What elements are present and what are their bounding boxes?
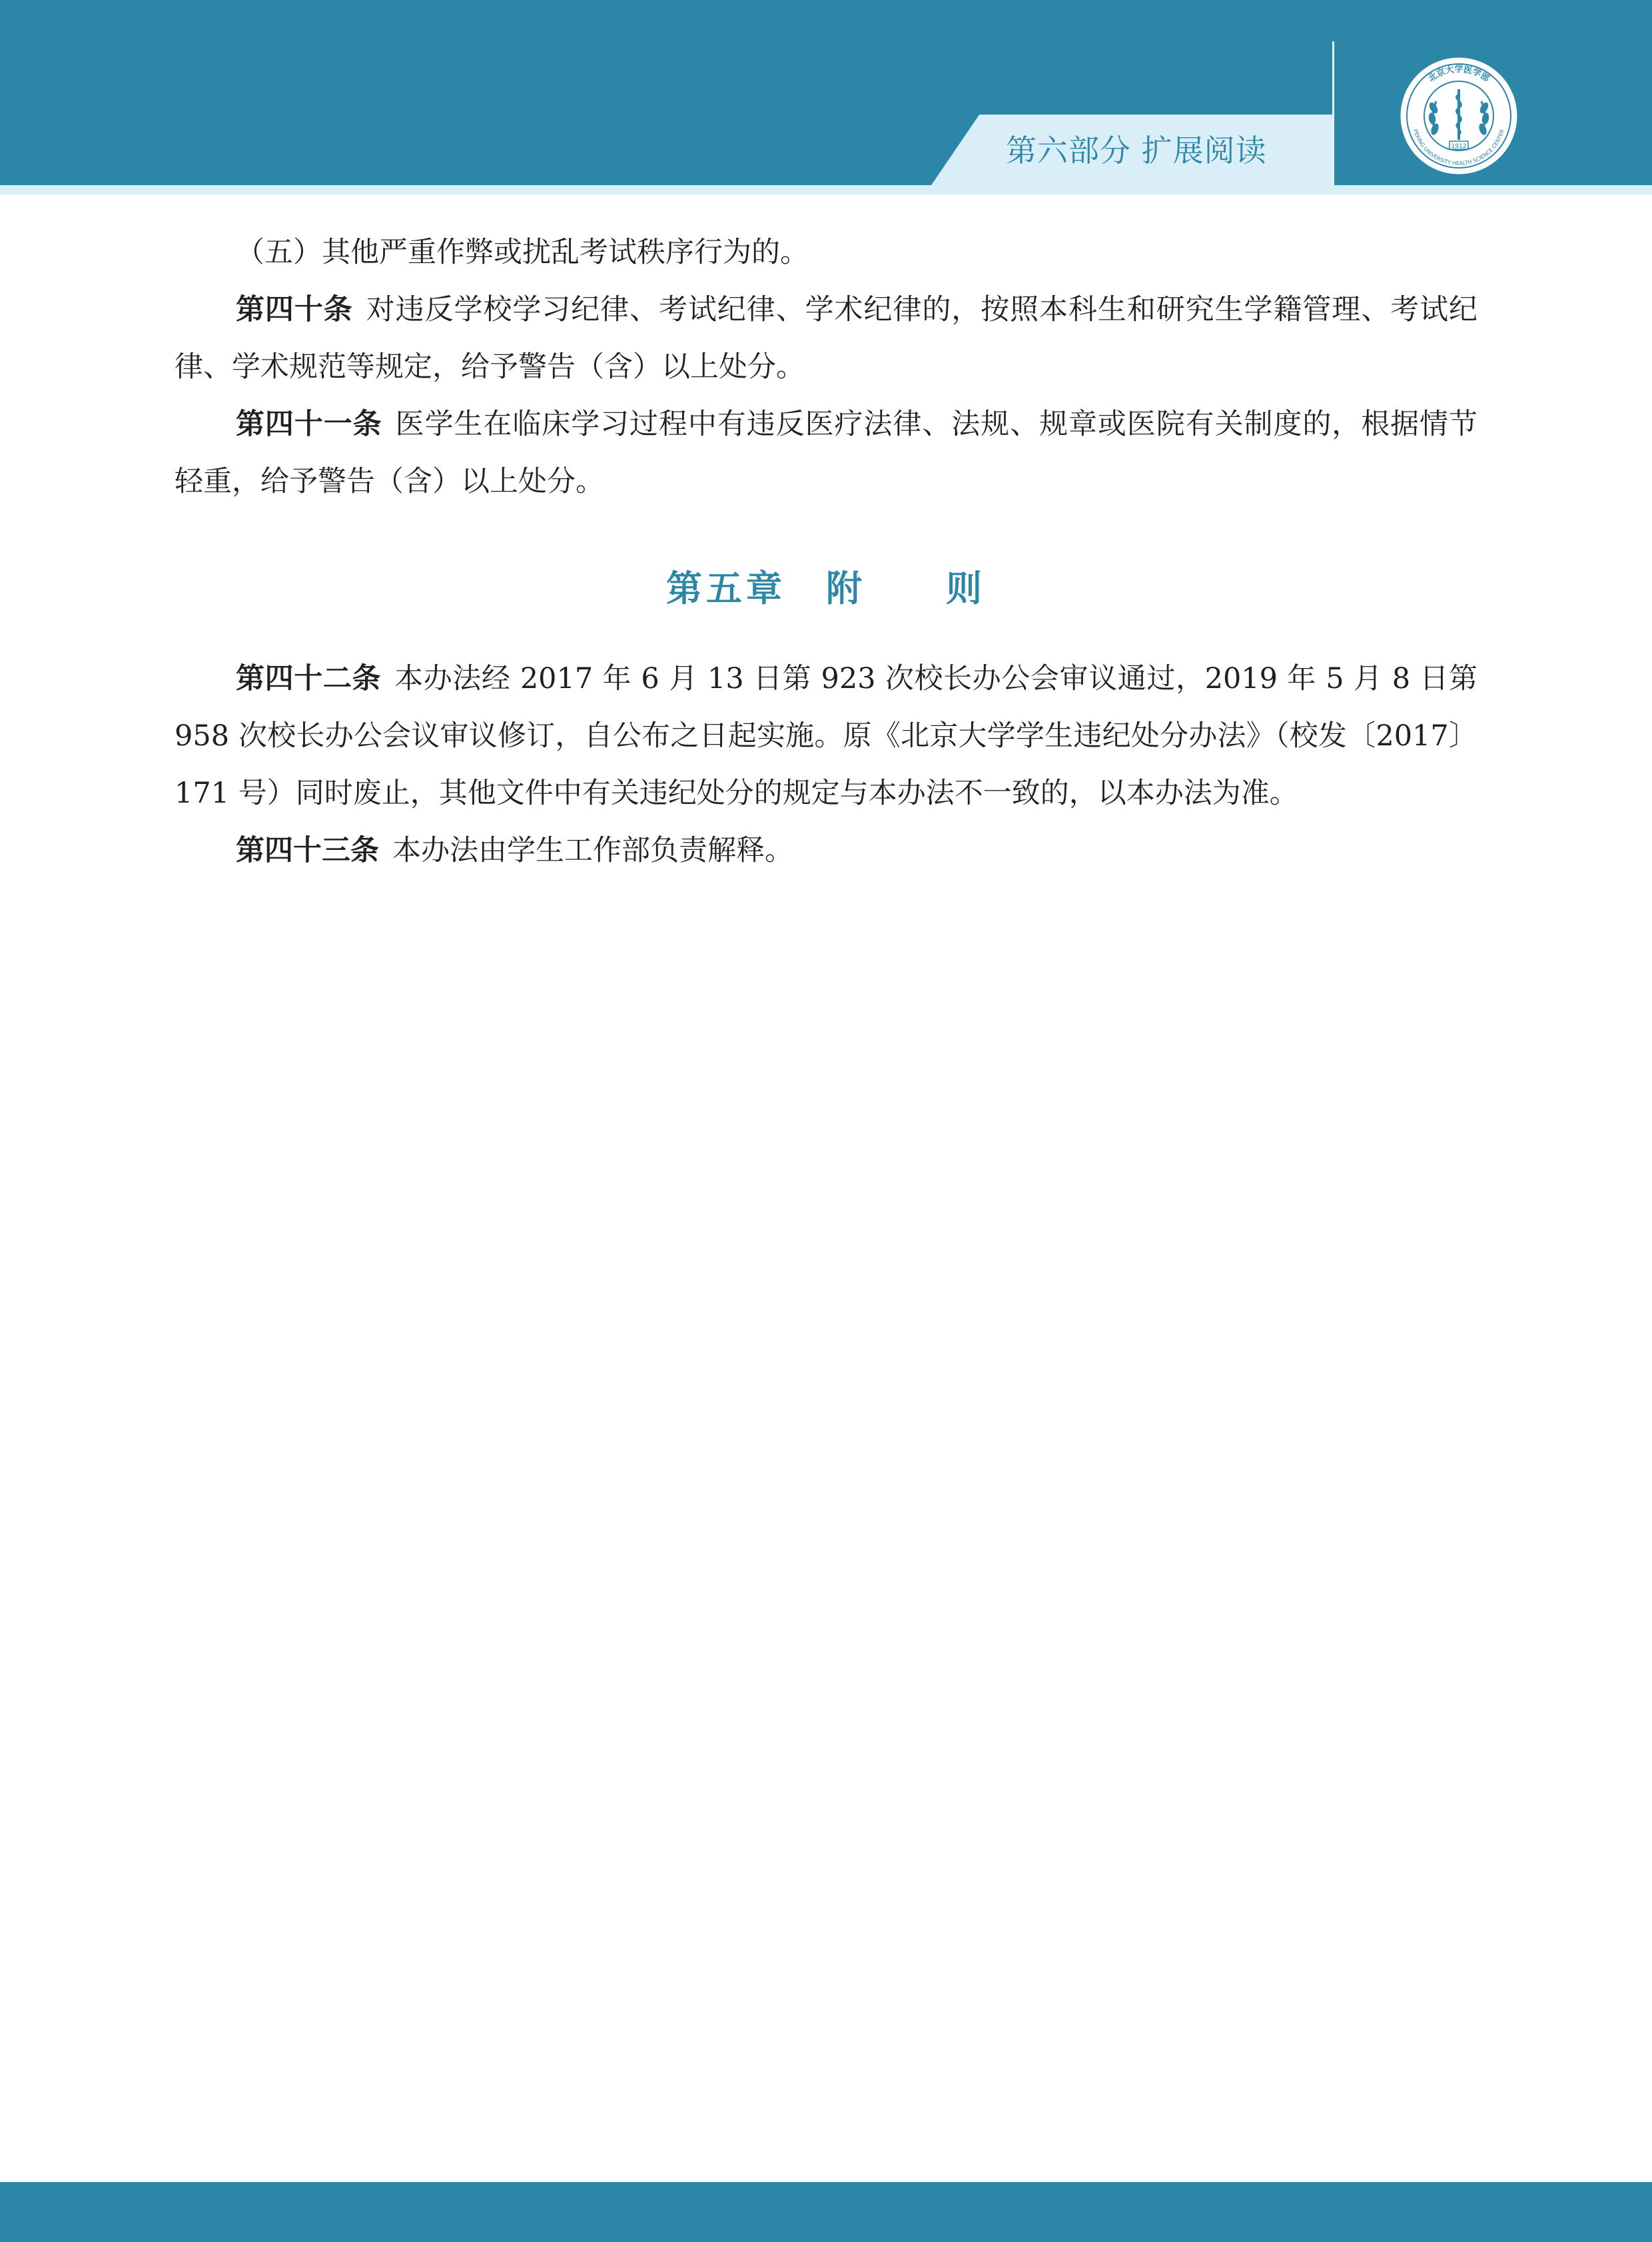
- seal-ring-text: PEKING UNIVERSITY HEALTH SCIENCE CENTER: [1412, 129, 1505, 167]
- chapter-title: 第五章 附 则: [666, 567, 986, 609]
- article-label: 第四十一条: [236, 408, 382, 441]
- footer-band: [0, 2182, 1652, 2242]
- article-label: 第四十条: [236, 293, 353, 326]
- seal-top-text: 北京大学医学部: [1426, 65, 1491, 85]
- university-seal-icon: [1398, 55, 1520, 177]
- header-divider: [1332, 41, 1334, 185]
- article-text: 本办法由学生工作部负责解释。: [392, 834, 793, 867]
- article-paragraph: [175, 224, 1477, 281]
- article-paragraph: [175, 650, 1477, 822]
- seal-year: 1912: [1451, 143, 1467, 150]
- article-text: 本办法经 2017 年 6 月 13 日第 923 次校长办公会审议通过，2019 年 5 月 8 日第 958 次校长办公会议审议修订，自公布之日起实施。原《北京大学学生违纪处分办法》（校发〔2017〕171 号）同时废止，其他文件中有关违纪处分的规定与本办法不一致的，以本办法为准。: [175, 662, 1478, 810]
- section-title: 第六部分 扩展阅读: [1006, 133, 1267, 169]
- articles-before-chapter: [175, 224, 1477, 510]
- article-text: 医学生在临床学习过程中有违反医疗法律、法规、规章或医院有关制度的，根据情节轻重，给予警告（含）以上处分。: [175, 408, 1478, 498]
- articles-after-chapter: [175, 650, 1477, 879]
- header-underline: [0, 185, 1652, 194]
- article-text: （五）其他严重作弊或扰乱考试秩序行为的。: [236, 236, 809, 269]
- article-paragraph: [175, 822, 1477, 879]
- article-paragraph: [175, 396, 1477, 510]
- article-label: 第四十二条: [236, 662, 382, 695]
- article-text: 对违反学校学习纪律、考试纪律、学术纪律的，按照本科生和研究生学籍管理、考试纪律、学术规范等规定，给予警告（含）以上处分。: [175, 293, 1478, 384]
- document-body: [175, 224, 1477, 879]
- article-paragraph: [175, 281, 1477, 396]
- article-label: 第四十三条: [236, 834, 379, 867]
